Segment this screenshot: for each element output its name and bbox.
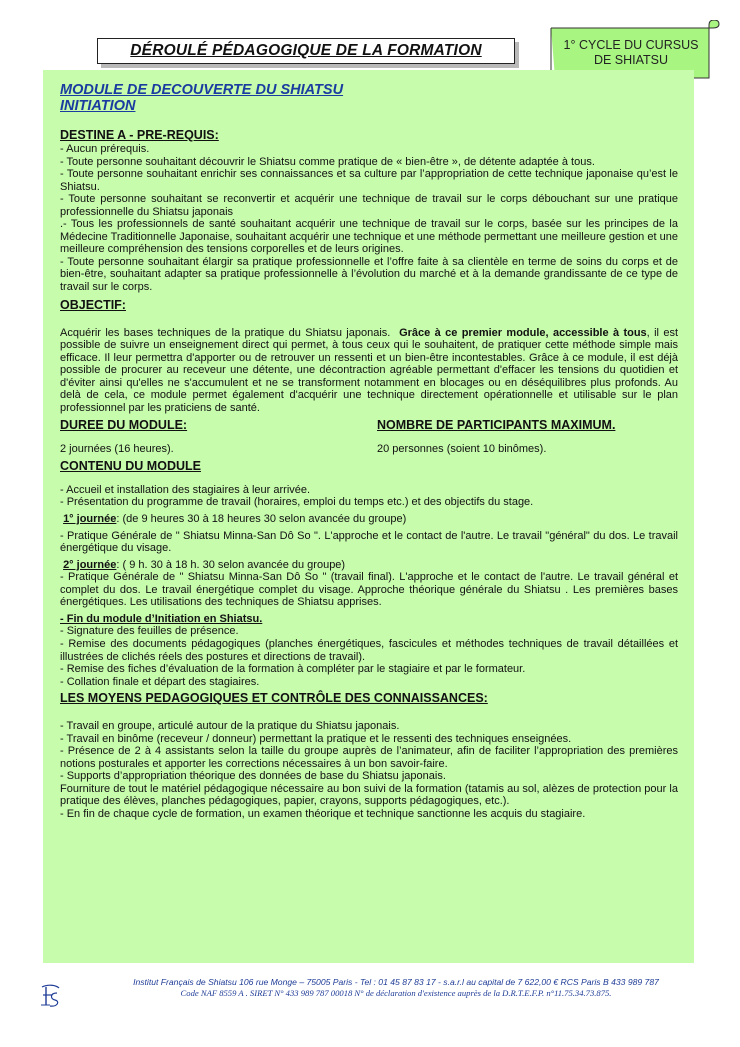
participants-title: NOMBRE DE PARTICIPANTS MAXIMUM. bbox=[377, 418, 616, 433]
module-title-line1: MODULE DE DECOUVERTE DU SHIATSU bbox=[60, 82, 344, 98]
participants-value: 20 personnes (soient 10 binômes). bbox=[377, 443, 547, 456]
footer-text bbox=[66, 977, 726, 999]
page-title: DÉROULÉ PÉDAGOGIQUE DE LA FORMATION bbox=[130, 42, 482, 59]
day2-heading bbox=[60, 559, 678, 572]
badge-line2: DE SHIATSU bbox=[593, 53, 669, 67]
moyens-item: - Travail en binôme (receveur / donneur) permettant la pratique et le ressenti des techniques enseignées. bbox=[60, 732, 572, 745]
day2-label: 2° journée bbox=[63, 558, 117, 571]
duree-value: 2 journées (16 heures). bbox=[60, 443, 174, 456]
contenu-title: CONTENU DU MODULE bbox=[60, 458, 201, 473]
moyens-item: - En fin de chaque cycle de formation, un examen théorique et technique sanctionne les acquis du stagiaire. bbox=[60, 807, 586, 820]
badge-line1: 1° CYCLE DU CURSUS bbox=[563, 38, 699, 52]
day1-text: - Pratique Générale de " Shiatsu Minna-San Dô So ". L'approche et le contact de l'autre. Le travail "général" du dos. Le travail énergétique du visage. bbox=[60, 529, 678, 555]
destine-item: - Toute personne souhaitant se reconvertir et acquérir une technique de travail sur le corps débouchant sur une pratique professionnelle du Shiatsu japonais bbox=[60, 193, 678, 218]
fin-item: - Remise des documents pédagogiques (planches énergétiques, fascicules et méthodes techniques de travail détaillées et illustrées de clichés réels des postures et directions de travail). bbox=[60, 637, 678, 663]
destine-item: .- Tous les professionnels de santé souhaitant acquérir une technique de travail sur le corps, basée sur les principes de la Médecine Traditionnelle Japonaise, souhaitant acquérir une technique et une méthode permettant une meilleure gestion et une meilleure compréhension des tensions corporelles et de leurs origines. bbox=[60, 218, 678, 256]
moyens-item: - Supports d’appropriation théorique des données de base du Shiatsu japonais. bbox=[60, 770, 446, 783]
day1-hours: : (de 9 heures 30 à 18 heures 30 selon avancée du groupe) bbox=[116, 513, 407, 526]
footer-line1: Institut Français de Shiatsu 106 rue Monge – 75005 Paris - Tel : 01 45 87 83 17 - s.a.r.l au capital de 7 622,00 € RCS Paris B 433 989 787 bbox=[133, 977, 659, 987]
moyens-title: LES MOYENS PEDAGOGIQUES ET CONTRÔLE DES CONNAISSANCES: bbox=[60, 691, 488, 706]
day2-hours: : ( 9 h. 30 à 18 h. 30 selon avancée du groupe) bbox=[116, 558, 346, 571]
day1-heading bbox=[60, 513, 678, 526]
duree-title: DUREE DU MODULE: bbox=[60, 418, 188, 433]
footer-line2: Code NAF 8559 A . SIRET N° 433 989 787 00018 N° de déclaration d'existence auprès de la D.R.T.E.F.P. n°11.75.34.73.875. bbox=[180, 988, 612, 998]
contenu-intro: - Présentation du programme de travail (horaires, emploi du temps etc.) et des objectifs du stage. bbox=[60, 496, 534, 509]
moyens-item: - Travail en groupe, articulé autour de la pratique du Shiatsu japonais. bbox=[60, 720, 400, 733]
fin-item: - Collation finale et départ des stagiaires. bbox=[60, 675, 260, 688]
badge-text bbox=[557, 38, 705, 68]
objectif-text-bold: Grâce à ce premier module, accessible à tous bbox=[399, 326, 647, 339]
module-title bbox=[60, 82, 678, 114]
destine-title: DESTINE A - PRE-REQUIS: bbox=[60, 128, 219, 142]
destine-item: - Toute personne souhaitant enrichir ses connaissances et sa culture par l’appropriation de cette technique japonaise qu’est le Shiatsu. bbox=[60, 168, 678, 193]
module-title-line2: INITIATION bbox=[60, 98, 136, 114]
contenu-intro: - Accueil et installation des stagiaires à leur arrivée. bbox=[60, 483, 311, 496]
duration-participants bbox=[60, 418, 678, 456]
destine-list bbox=[60, 143, 678, 294]
fin-item: - Remise des fiches d’évaluation de la formation à compléter par le stagiaire et par le formateur. bbox=[60, 663, 526, 676]
destine-item: - Aucun prérequis. bbox=[60, 143, 150, 155]
objectif-text-end: , il est possible de suivre un enseignement direct qui permet, à tous ceux qui le souhaitent, de pratiquer cette méthode simple mais efficace. Il leur permettra d'apporter ou de retrouver un ressenti et un bien-être incontestables. Grâce à ce module, il est déjà possible de procurer au receveur une détente, une décontraction agréable permettant d'effacer les tensions du quotidien et d'éviter ainsi qu'elles ne s'accumulent et ne se transforment notamment en blocages ou en déséquilibres plus profonds. Au delà de cela, ce module permet également d'acquérir une technique directement opérationnelle et utilisable sur le plan professionnel par les praticiens de santé. bbox=[60, 326, 679, 414]
destine-item: - Toute personne souhaitant élargir sa pratique professionnelle et l’offre faite à sa clientèle en terme de soins du corps et de bien-être, souhaitant adapter sa pratique professionnelle à l’évolution du marché et à la demande grandissante de ce type de travail sur le corps. bbox=[60, 255, 678, 294]
header-box bbox=[97, 38, 515, 64]
fin-title: - Fin du module d’Initiation en Shiatsu. bbox=[60, 612, 263, 625]
objectif-title: OBJECTIF: bbox=[60, 297, 126, 312]
objectif-text-start: Acquérir les bases techniques de la pratique du Shiatsu japonais. bbox=[60, 326, 391, 339]
moyens-item: - Présence de 2 à 4 assistants selon la taille du groupe auprès de l’animateur, afin de faciliter l’appropriation des premières notions posturales et apporter les corrections nécessaires à un bon savoir-faire. bbox=[60, 745, 678, 770]
day2-text: - Pratique Générale de " Shiatsu Minna-San Dô So " (travail final). L'approche et le contact de l'autre. Le travail général et complet du dos. Le travail énergétique complet du visage. Approche théorique générale du Shiatsu . Les premières bases énergétiques. Les utilisations des techniques de Shiatsu apprises. bbox=[60, 571, 678, 609]
content bbox=[60, 82, 678, 821]
objectif-text bbox=[60, 327, 678, 415]
ifs-logo-icon bbox=[38, 983, 62, 1009]
moyens-item: Fourniture de tout le matériel pédagogique nécessaire au bon suivi de la formation (tatamis au sol, alèzes de protection pour la pratique des élèves, planches pédagogiques, papier, crayons, supports pédagogiques, etc.). bbox=[60, 782, 678, 808]
destine-item: - Toute personne souhaitant découvrir le Shiatsu comme pratique de « bien-être », de détente adaptée à tous. bbox=[60, 155, 595, 168]
day1-label: 1° journée bbox=[63, 513, 117, 526]
fin-item: - Signature des feuilles de présence. bbox=[60, 625, 239, 638]
